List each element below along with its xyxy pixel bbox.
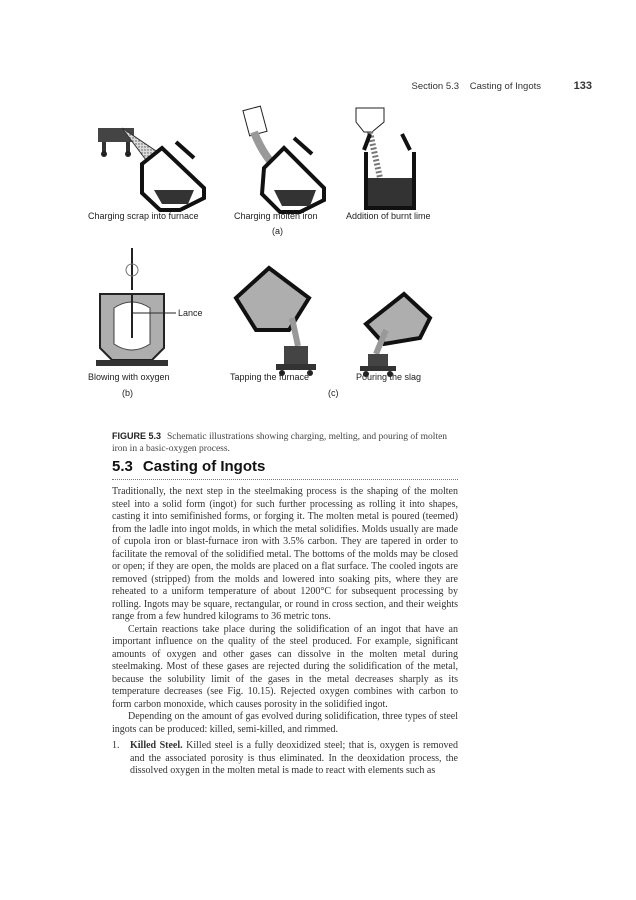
caption-slag: Pouring the slag (356, 372, 422, 382)
section-rule (112, 479, 458, 480)
running-head (60, 80, 592, 92)
running-head-section: Section 5.3 (411, 81, 460, 92)
section-heading (112, 458, 265, 475)
caption-charging-scrap: Charging scrap into furnace (88, 211, 199, 221)
molten-iron-charging-illustration (243, 106, 324, 212)
page-number: 133 (573, 80, 592, 92)
panel-label-a: (a) (272, 226, 283, 236)
panel-label-b: (b) (122, 388, 133, 398)
figure-illustration (84, 98, 504, 413)
slag-pouring-illustration (360, 294, 430, 377)
tapping-illustration (236, 268, 316, 376)
body-text (112, 486, 458, 778)
paragraph-3: Depending on the amount of gas evolved during solidification, three types of steel ingots can be produced: killed, semi-killed, and rimmed. (112, 711, 458, 735)
paragraph-1: Traditionally, the next step in the steelmaking process is the shaping of the molten steel into a solid form (ingot) for such further processing as rolling it into shapes, casting it into semifinished forms, or forging it. The molten metal is poured (teemed) from the ladle into ingot molds, in which the metal solidifies. Molds usually are made of cupola iron or blast-furnace iron with 3.5% carbon. They are tapered in order to facilitate the removal of the solidified metal. The bottoms of the molds may be closed or open; if they are open, the molds are placed on a flat surface. The cooled ingots are removed (stripped) from the molds and lowered into soaking pits, where they are reheated to a uniform temperature of about 1200°C for subsequent processing by rolling. Ingots may be square, rectangular, or round in cross section, and their weights range from a few hundred kilograms to 36 metric tons. (112, 486, 458, 622)
figure-caption (112, 430, 462, 455)
list-item-title: Killed Steel. (130, 740, 183, 751)
panel-label-c: (c) (328, 388, 339, 398)
caption-blowing: Blowing with oxygen (88, 372, 170, 382)
paragraph-2: Certain reactions take place during the solidification of an ingot that have an important influence on the quality of the steel produced. For example, significant amounts of oxygen and other gases can dissolve in the molten metal during steelmaking. Most of these gases are rejected during the solidification of the metal, because the solubility limit of the gases in the metal decreases sharply as its temperature decreases (see Fig. 10.15). Rejected oxygen combines with carbon to form carbon monoxide, which causes porosity in the solidified ingot. (112, 623, 458, 710)
caption-tapping: Tapping the furnace (230, 372, 310, 382)
figure-caption-label: FIGURE 5.3 (112, 431, 162, 441)
caption-burnt-lime: Addition of burnt lime (346, 211, 431, 221)
burnt-lime-illustration (356, 108, 414, 208)
list-item-text: Killed steel is a fully deoxidized steel; that is, oxygen is removed and the associated porosity is thus eliminated. In the deoxidation process, the dissolved oxygen in the molten metal is made to react with elements such as (130, 740, 458, 776)
figure-5-3 (84, 98, 504, 413)
caption-charging-iron: Charging molten iron (234, 211, 318, 221)
running-head-title: Casting of Ingots (469, 81, 541, 92)
caption-lance: Lance (178, 308, 203, 318)
list-item-number: 1. (112, 740, 120, 751)
section-title: Casting of Ingots (142, 458, 266, 475)
figure-caption-text: Schematic illustrations showing charging, melting, and pouring of molten iron in a basic-oxygen process. (112, 432, 448, 454)
oxygen-blowing-illustration (96, 248, 176, 366)
scrap-charging-illustration (98, 128, 204, 210)
list-item-killed-steel (112, 740, 458, 778)
section-number: 5.3 (112, 458, 133, 475)
